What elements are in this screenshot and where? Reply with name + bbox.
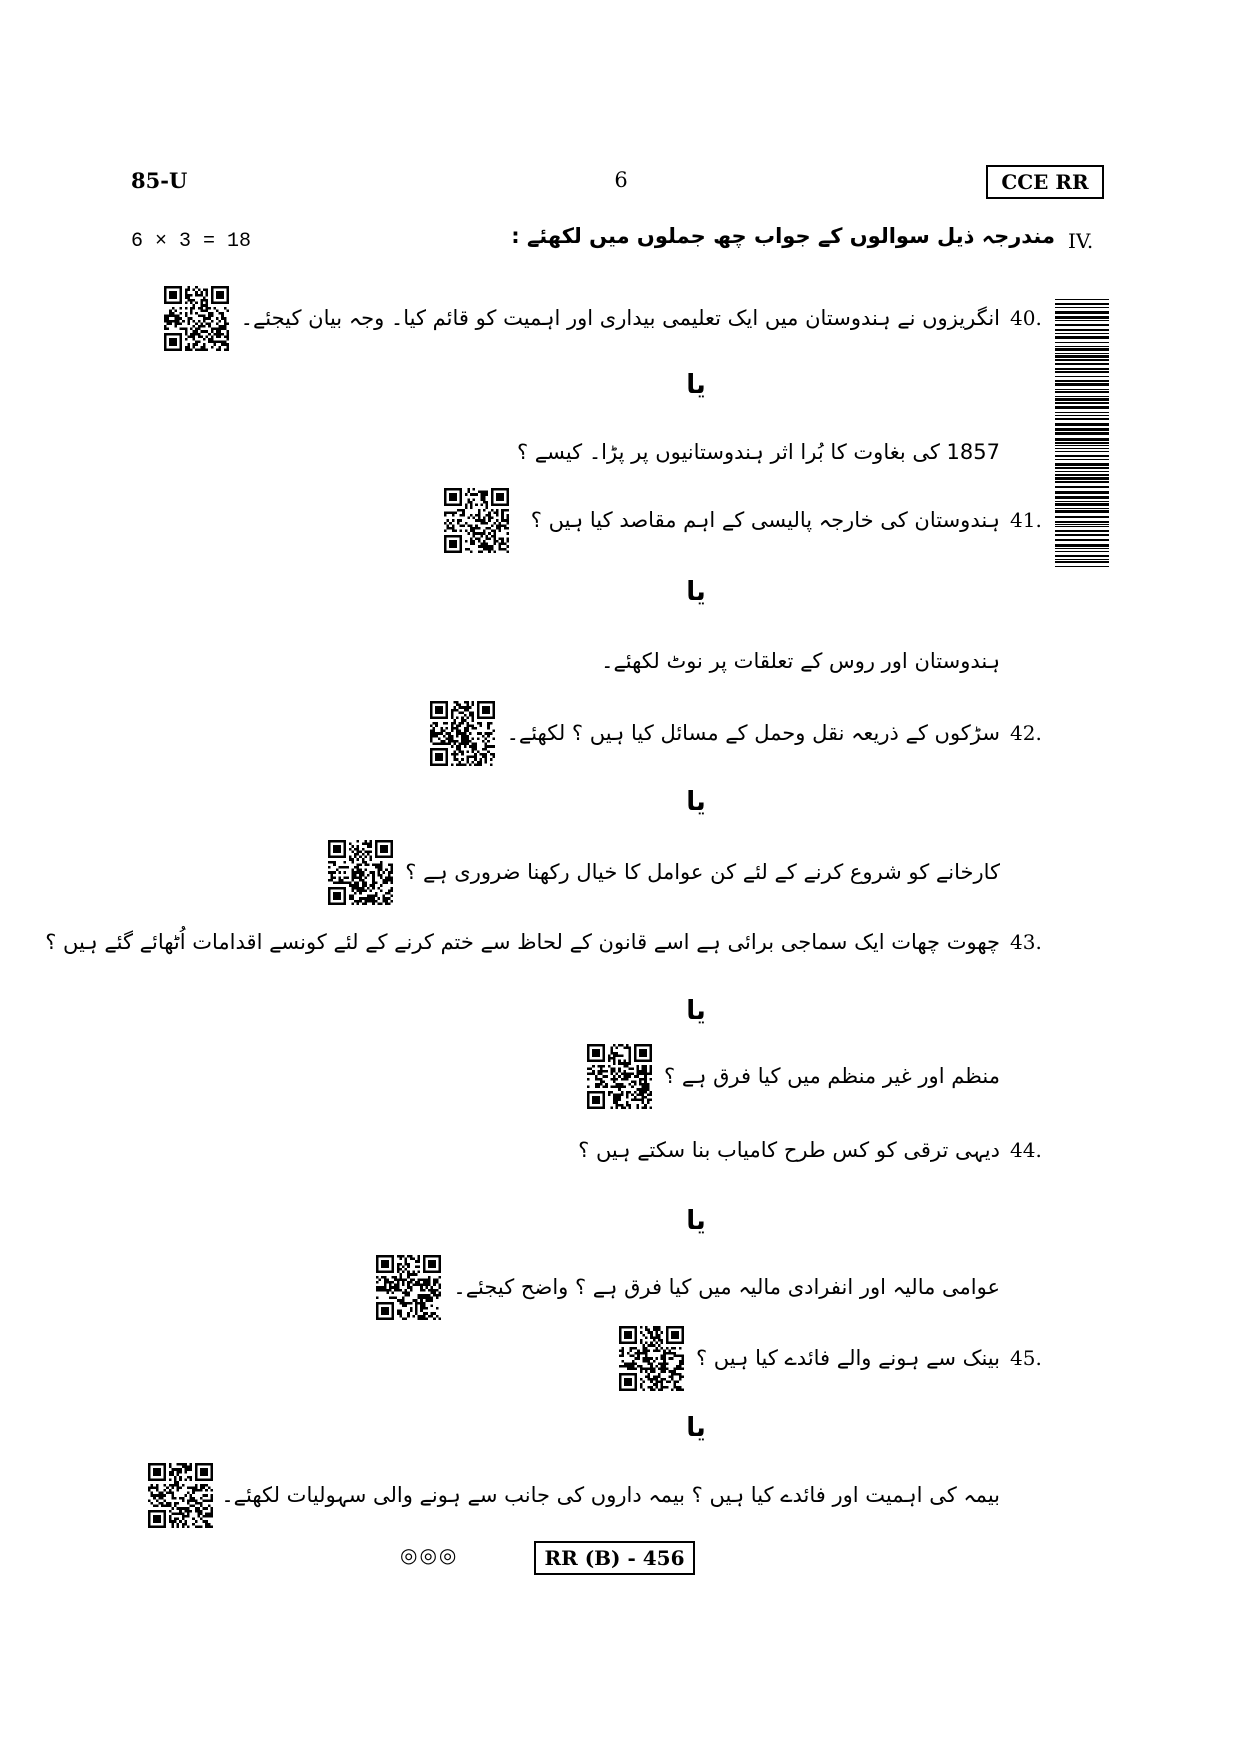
subject-code: 85-U — [131, 168, 188, 193]
question-number: 42. — [1010, 721, 1042, 745]
question-40 — [164, 285, 1000, 351]
question-number: 40. — [1010, 306, 1042, 330]
question-40-alternative — [517, 419, 1000, 485]
qr-code — [587, 1044, 652, 1109]
section-instruction: مندرجہ ذیل سوالوں کے جواب چھ جملوں میں لکھئے : — [511, 224, 1055, 248]
alternative-question-text: منظم اور غیر منظم میں کیا فرق ہے ؟ — [664, 1064, 1000, 1088]
alternative-question-text: بیمہ کی اہمیت اور فائدے کیا ہیں ؟ بیمہ داروں کی جانب سے ہونے والی سہولیات لکھئے۔ — [221, 1483, 1000, 1507]
or-label: یا — [686, 1206, 706, 1236]
or-label: یا — [686, 1413, 706, 1443]
question-text: چھوت چھات ایک سماجی برائی ہے اسے قانون کے لحاظ سے ختم کرنے کے لئے کونسے اقدامات اُٹھائے گئے ہیں ؟ — [45, 930, 1000, 954]
question-42-alternative — [328, 839, 1000, 905]
question-45 — [619, 1325, 1000, 1391]
footer-paper-code-box: RR (B) - 456 — [534, 1541, 695, 1575]
qr-code — [619, 1326, 684, 1391]
question-text: ہندوستان کی خارجہ پالیسی کے اہم مقاصد کیا ہیں ؟ — [530, 508, 1000, 532]
question-44 — [578, 1117, 1000, 1183]
or-label: یا — [686, 370, 706, 400]
page-number: 6 — [614, 168, 628, 192]
barcode — [1055, 299, 1109, 570]
question-41-alternative — [601, 628, 1000, 694]
question-text: بینک سے ہونے والے فائدے کیا ہیں ؟ — [695, 1346, 1000, 1370]
question-text: دیہی ترقی کو کس طرح کامیاب بنا سکتے ہیں ؟ — [578, 1138, 1000, 1162]
section-number: IV. — [1068, 229, 1094, 253]
alternative-question-text: عوامی مالیہ اور انفرادی مالیہ میں کیا فرق ہے ؟ واضح کیجئے۔ — [453, 1275, 1000, 1299]
or-label: یا — [686, 577, 706, 607]
question-42 — [430, 700, 1000, 766]
or-label: یا — [686, 787, 706, 817]
question-number: 45. — [1010, 1346, 1042, 1370]
alternative-question-text: 1857 کی بغاوت کا بُرا اثر ہندوستانیوں پر پڑا۔ کیسے ؟ — [516, 440, 1000, 464]
question-text: انگریزوں نے ہندوستان میں ایک تعلیمی بیداری اور اہمیت کو قائم کیا۔ وجہ بیان کیجئے۔ — [240, 306, 1000, 330]
question-text: سڑکوں کے ذریعہ نقل وحمل کے مسائل کیا ہیں ؟ لکھئے۔ — [506, 721, 1000, 745]
alternative-question-text: کارخانے کو شروع کرنے کے لئے کن عوامل کا خیال رکھنا ضروری ہے ؟ — [405, 860, 1000, 884]
section-marks: 6 × 3 = 18 — [131, 230, 252, 253]
question-43 — [45, 909, 1000, 975]
qr-code — [444, 488, 509, 553]
question-43-alternative — [587, 1043, 1000, 1109]
question-number: 43. — [1010, 930, 1042, 954]
qr-code — [328, 840, 393, 905]
alternative-question-text: ہندوستان اور روس کے تعلقات پر نوٹ لکھئے۔ — [601, 649, 1000, 673]
qr-code — [164, 286, 229, 351]
qr-code — [430, 701, 495, 766]
or-label: یا — [686, 996, 706, 1026]
paper-code-box: CCE RR — [986, 165, 1104, 199]
question-45-alternative — [148, 1462, 1000, 1528]
question-41 — [444, 487, 1000, 553]
qr-code — [376, 1255, 441, 1320]
question-number: 44. — [1010, 1138, 1042, 1162]
qr-code — [148, 1463, 213, 1528]
question-44-alternative — [376, 1254, 1000, 1320]
footer-symbols: ◎◎◎ — [400, 1543, 459, 1567]
question-number: 41. — [1010, 508, 1042, 532]
